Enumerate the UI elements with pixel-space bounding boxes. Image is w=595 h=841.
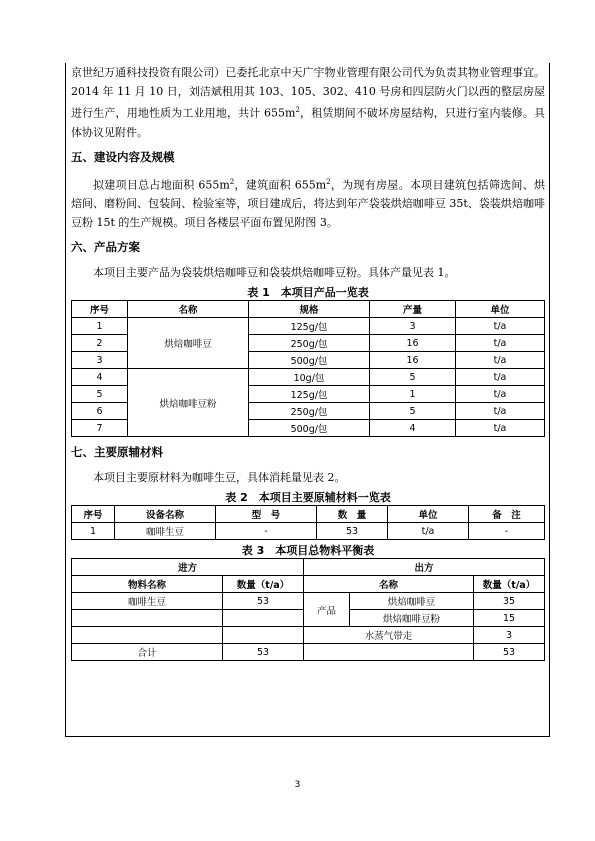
header-cell: 产量: [370, 301, 456, 318]
header-cell: 单位: [388, 506, 469, 523]
cell: 250g/包: [249, 335, 370, 352]
section-5-title: 五、建设内容及规模: [71, 149, 175, 164]
header-cell: 进方: [72, 559, 304, 576]
cell: t/a: [456, 335, 545, 352]
cell: -: [469, 523, 545, 540]
table-header-row: [72, 559, 545, 576]
table-3-caption: 表 3 本项目总物料平衡表: [241, 544, 375, 558]
cell: t/a: [456, 352, 545, 369]
header-cell: 数量（t/a）: [474, 576, 545, 593]
header-cell: 备 注: [469, 506, 545, 523]
section-7-paragraph: 本项目主要原材料为咖啡生豆，具体消耗量见表 2。: [93, 471, 346, 485]
header-cell: 序号: [72, 506, 115, 523]
header-cell: 物料名称: [72, 576, 223, 593]
document-body: [71, 63, 545, 661]
cell: t/a: [456, 318, 545, 335]
table-row: [72, 369, 545, 386]
cell: 烘焙咖啡豆: [350, 593, 474, 610]
cell: -: [216, 523, 317, 540]
cell: 2: [72, 335, 128, 352]
table-2-caption: 表 2 本项目主要原辅材料一览表: [225, 491, 391, 505]
cell: 3: [474, 627, 545, 644]
table-row: [72, 523, 545, 540]
cell: 53: [474, 644, 545, 661]
cell: 250g/包: [249, 403, 370, 420]
cell: 500g/包: [249, 420, 370, 437]
cell: 产品: [304, 593, 350, 627]
cell: 53: [317, 523, 388, 540]
section-6-title: 六、产品方案: [71, 240, 140, 255]
cell: 125g/包: [249, 318, 370, 335]
table-1-caption: 表 1 本项目产品一览表: [247, 286, 369, 300]
header-cell: 单位: [456, 301, 545, 318]
cell: 水蒸气带走: [304, 627, 474, 644]
header-cell: 型 号: [216, 506, 317, 523]
cell: 1: [370, 386, 456, 403]
table-header-row: [72, 506, 545, 523]
header-cell: 设备名称: [115, 506, 216, 523]
cell: 7: [72, 420, 128, 437]
cell: t/a: [456, 403, 545, 420]
table-row: [72, 627, 545, 644]
materials-table: [71, 505, 545, 540]
cell: 16: [370, 352, 456, 369]
cell: 3: [72, 352, 128, 369]
cell: 6: [72, 403, 128, 420]
header-cell: 规格: [249, 301, 370, 318]
table-row: [72, 593, 545, 610]
table-header-row: [72, 576, 545, 593]
cell: 合计: [72, 644, 223, 661]
cell: 35: [474, 593, 545, 610]
page-number: 3: [294, 780, 301, 790]
cell: 500g/包: [249, 352, 370, 369]
material-balance-table: [71, 558, 545, 661]
product-table: [71, 300, 545, 437]
header-cell: 名称: [128, 301, 249, 318]
cell: 咖啡生豆: [115, 523, 216, 540]
cell: 10g/包: [249, 369, 370, 386]
table-row: [72, 318, 545, 335]
cell: t/a: [456, 386, 545, 403]
table-row: [72, 644, 545, 661]
cell: t/a: [388, 523, 469, 540]
header-cell: 数 量: [317, 506, 388, 523]
cell: [223, 610, 304, 627]
product-name-cell: 烘焙咖啡豆粉: [128, 369, 249, 437]
cell: 1: [72, 523, 115, 540]
header-cell: 数量（t/a）: [223, 576, 304, 593]
intro-paragraph: 京世纪万通科技投资有限公司）已委托北京中天广宇物业管理有限公司代为负责其物业管理事宜。2014 年 11 月 10 日，刘洁斌租用其 103、105、302、410 号房和四层防火门以西的整层房屋进行生产，用地性质为工业用地，共计 $655m^2$，租赁期间不破坏房屋结构，只进行室内装修。具体协议见附件。: [71, 66, 546, 139]
section-6-paragraph: 本项目主要产品为袋装烘焙咖啡豆和袋装烘焙咖啡豆粉。具体产量见表 1。: [93, 266, 456, 280]
cell: [72, 610, 223, 627]
cell: t/a: [456, 369, 545, 386]
cell: [304, 644, 474, 661]
cell: 53: [223, 644, 304, 661]
cell: t/a: [456, 420, 545, 437]
cell: 53: [223, 593, 304, 610]
cell: 5: [72, 386, 128, 403]
cell: 125g/包: [249, 386, 370, 403]
cell: 16: [370, 335, 456, 352]
cell: 4: [72, 369, 128, 386]
cell: 15: [474, 610, 545, 627]
cell: 4: [370, 420, 456, 437]
header-cell: 出方: [304, 559, 545, 576]
header-cell: 名称: [304, 576, 474, 593]
table-header-row: [72, 301, 545, 318]
cell: 1: [72, 318, 128, 335]
cell: [72, 627, 223, 644]
cell: 3: [370, 318, 456, 335]
cell: 5: [370, 369, 456, 386]
product-name-cell: 烘焙咖啡豆: [128, 318, 249, 369]
cell: 5: [370, 403, 456, 420]
section-7-title: 七、主要原辅材料: [71, 445, 163, 460]
section-5-paragraph: 拟建项目总占地面积 $655m^2$，建筑面积 $655m^2$，为现有房屋。本项目建筑包括筛选间、烘焙间、磨粉间、包装间、检验室等，项目建成后，将达到年产袋装烘焙咖啡豆 35t、袋装烘焙咖啡豆粉 15t 的生产规模。项目各楼层平面布置见附图 3。: [71, 177, 545, 230]
header-cell: 序号: [72, 301, 128, 318]
cell: 烘焙咖啡豆粉: [350, 610, 474, 627]
cell: 咖啡生豆: [72, 593, 223, 610]
cell: [223, 627, 304, 644]
